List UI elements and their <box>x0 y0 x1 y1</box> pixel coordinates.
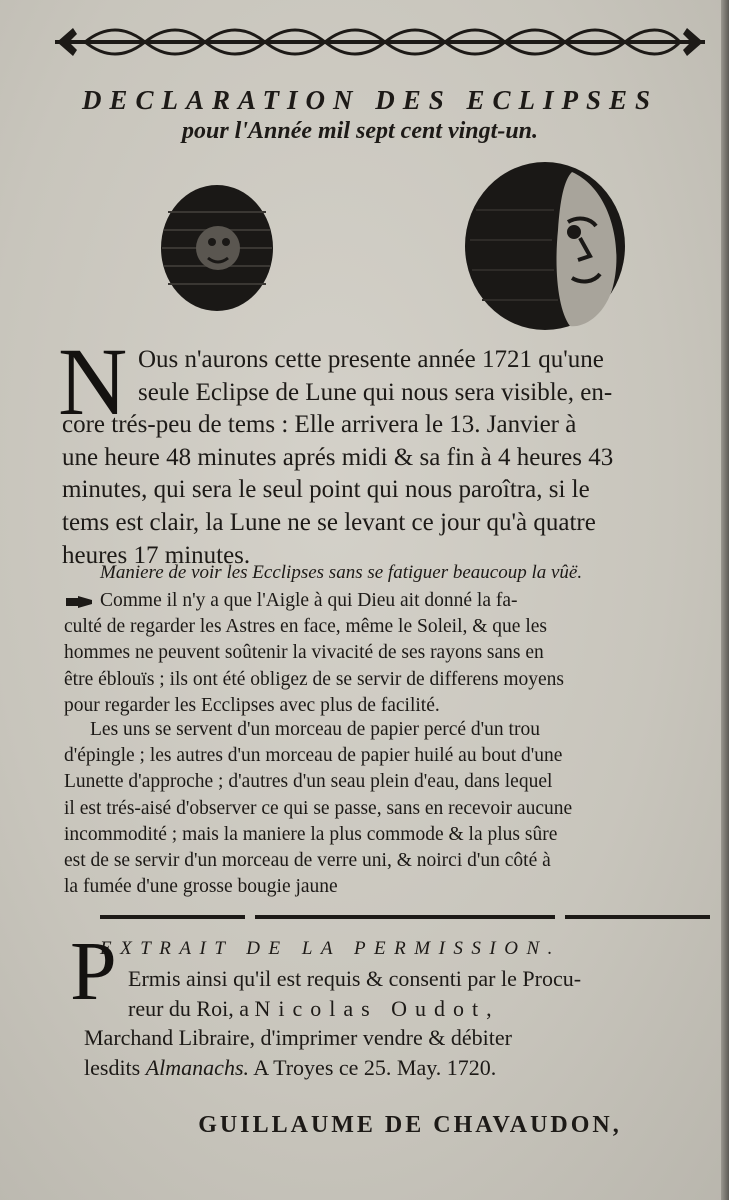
drop-cap: N <box>58 328 128 435</box>
text-line: tems est clair, la Lune ne se levant ce jour qu'à quatre <box>62 508 596 536</box>
permission-heading: EXTRAIT DE LA PERMISSION. <box>100 938 561 959</box>
methods-paragraph <box>64 717 714 900</box>
text-line: hommes ne peuvent soûtenir la vivacité de ses rayons sans en <box>64 642 544 664</box>
publisher-name: Nicolas Oudot <box>254 995 487 1021</box>
almanac-word: Almanachs. <box>145 1054 249 1080</box>
eclipse-paragraph <box>62 344 712 572</box>
page-title: DECLARATION DES ECLIPSES <box>81 85 659 115</box>
text-line: minutes, qui sera le seul point qui nous paroîtra, si le <box>62 476 590 504</box>
vine-ornament-icon <box>55 22 705 62</box>
text-line: Les uns se servent d'un morceau de papier percé d'un trou <box>90 719 540 740</box>
text-line: culté de regarder les Astres en face, même le Soleil, & que les <box>64 616 547 638</box>
text-segment: reur du Roi, a <box>128 995 255 1021</box>
text-line: heures 17 minutes. <box>62 541 251 569</box>
pointing-hand-icon <box>64 594 94 610</box>
text-line: seule Eclipse de Lune qui nous sera visible, en- <box>138 378 613 406</box>
text-line: la fumée d'une grosse bougie jaune <box>64 876 338 898</box>
text-line-content: Comme il n'y a que l'Aigle à qui Dieu ait donné la fa- <box>100 590 518 611</box>
text-line: Ous n'aurons cette presente année 1721 qu'une <box>138 346 604 373</box>
text-line: incommodité ; mais la maniere la plus commode & la plus sûre <box>64 823 558 845</box>
text-line: Marchand Libraire, d'imprimer vendre & débiter <box>84 1025 512 1050</box>
section-heading: Maniere de voir les Ecclipses sans se fatiguer beaucoup la vûë. <box>100 562 583 583</box>
solar-eclipse-icon <box>462 160 628 332</box>
page-subtitle: pour l'Année mil sept cent vingt-un. <box>181 118 539 144</box>
text-line <box>84 994 724 1024</box>
text-line: est de se servir d'un morceau de verre uni, & noirci d'un côté à <box>64 850 551 872</box>
section-divider <box>100 912 710 922</box>
text-segment: , <box>486 995 492 1021</box>
text-line: il est trés-aisé d'observer ce qui se passe, sans en recevoir aucune <box>64 797 573 819</box>
text-line: core trés-peu de tems : Elle arrivera le 13. Janvier à <box>62 411 577 439</box>
text-line: pour regarder les Ecclipses avec plus de facilité. <box>64 694 440 716</box>
aigle-paragraph <box>64 588 714 719</box>
text-line <box>64 588 714 614</box>
drop-cap: P <box>70 925 117 1018</box>
text-line: être éblouïs ; ils ont été obligez de se servir de differens moyens <box>64 668 564 690</box>
text-line: d'épingle ; les autres d'un morceau de papier huilé au bout d'une <box>64 745 563 767</box>
text-line <box>84 1053 724 1083</box>
text-segment: lesdits <box>84 1054 146 1080</box>
lunar-eclipse-icon <box>158 182 276 314</box>
signature: GUILLAUME DE CHAVAUDON, <box>198 1112 622 1138</box>
text-line: Ermis ainsi qu'il est requis & consenti par le Procu- <box>128 966 582 991</box>
text-line: une heure 48 minutes aprés midi & sa fin à 4 heures 43 <box>62 443 614 471</box>
text-line: Lunette d'approche ; d'autres d'un seau plein d'eau, dans lequel <box>64 771 553 793</box>
permission-paragraph <box>84 964 724 1082</box>
text-segment: A Troyes ce 25. May. 1720. <box>249 1054 497 1080</box>
